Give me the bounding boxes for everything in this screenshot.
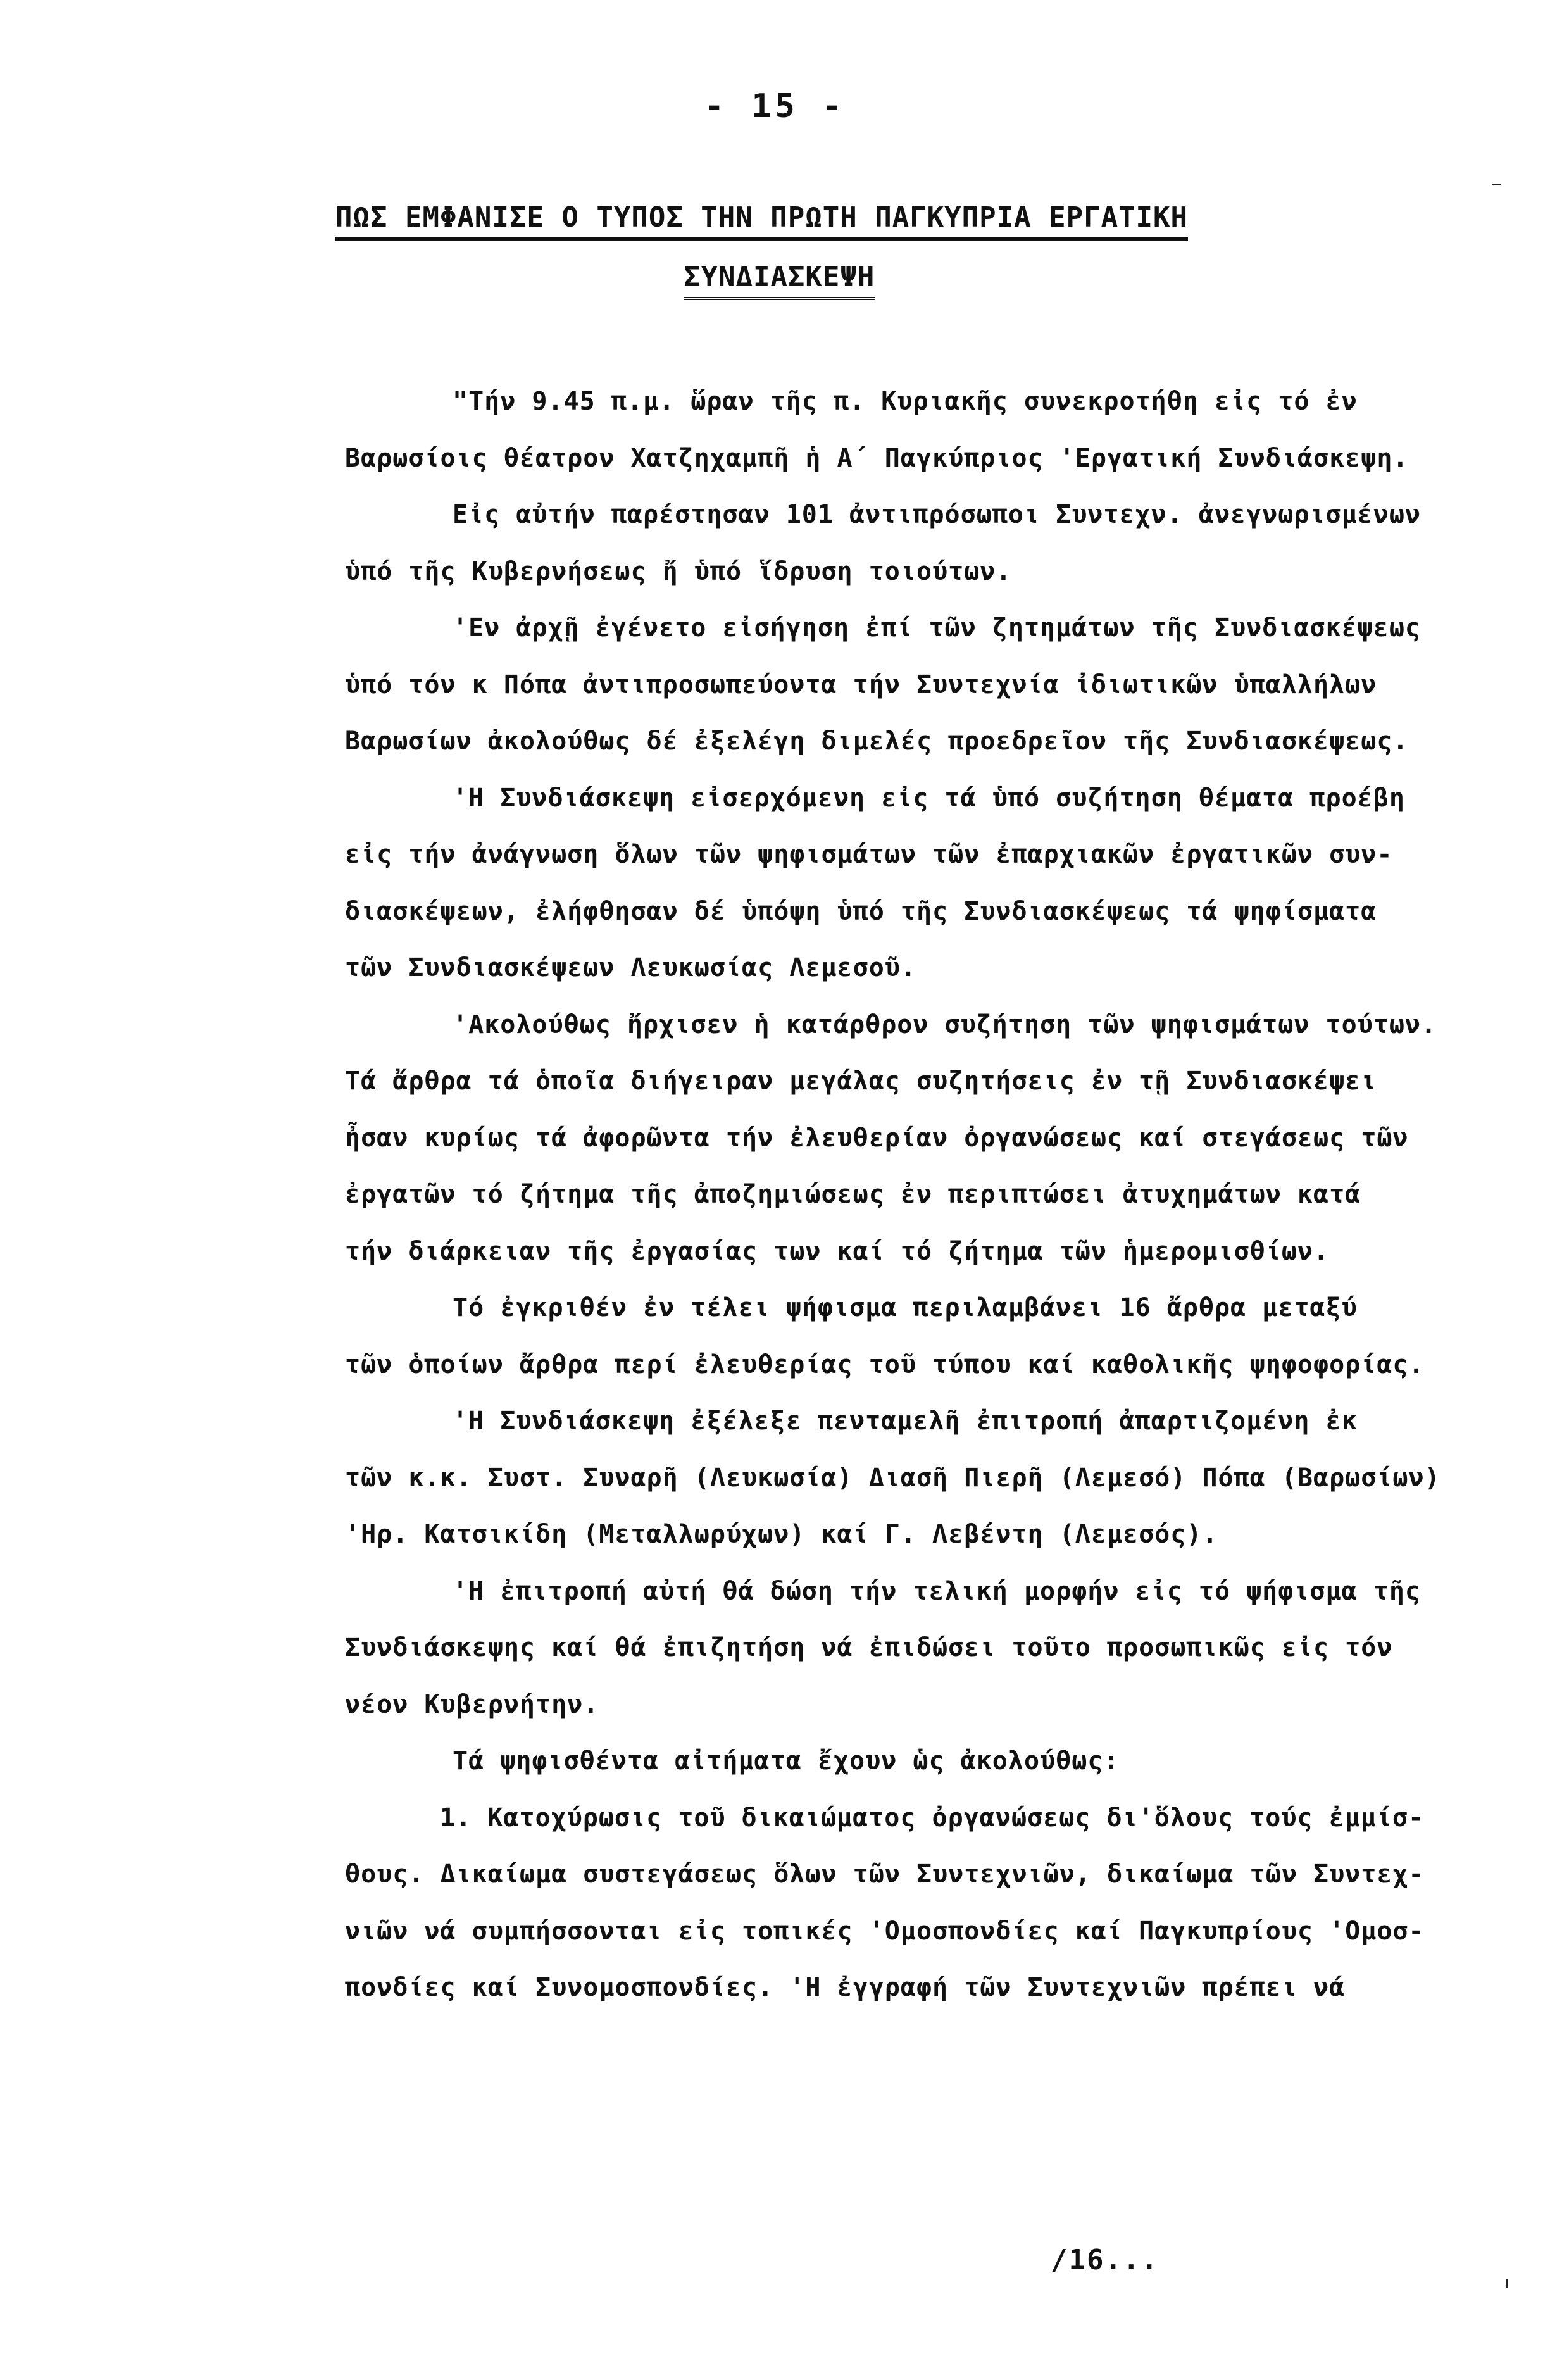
text-line: θους. Δικαίωμα συστεγάσεως ὅλων τῶν Συντεχνιῶν, δικαίωμα τῶν Συντεχ- [345,1860,1425,1889]
margin-mark [1506,2279,1508,2288]
text-line: 'Η ἐπιτροπή αὐτή θά δώση τήν τελική μορφήν εἰς τό ψήφισμα τῆς [453,1576,1422,1606]
text-line: 'Η Συνδιάσκεψη ἐξέλεξε πενταμελῆ ἐπιτροπή ἀπαρτιζομένη ἐκ [453,1406,1358,1436]
text-line: Βαρωσίων ἀκολούθως δέ ἐξελέγη διμελές προεδρεῖον τῆς Συνδιασκέψεως. [345,727,1409,756]
section-heading-text-2: ΣΥΝΔΙΑΣΚΕΨΗ [684,261,875,300]
page-number: - 15 - [704,87,846,125]
text-line: Εἰς αὐτήν παρέστησαν 101 ἀντιπρόσωποι Συντεχν. ἀνεγνωρισμένων [453,500,1422,529]
text-line: πονδίες καί Συνομοσπονδίες. 'Η ἐγγραφή τῶν Συντεχνιῶν πρέπει νά [345,1973,1346,2002]
text-line: τῶν κ.κ. Συστ. Συναρῆ (Λευκωσία) Διασῆ Πιερῆ (Λεμεσό) Πόπα (Βαρωσίων) [345,1463,1441,1493]
text-line: "Τήν 9.45 π.μ. ὥραν τῆς π. Κυριακῆς συνεκροτήθη εἰς τό ἐν [453,387,1358,416]
body-text [345,373,1503,2017]
text-line: Τά ἄρθρα τά ὁποῖα διήγειραν μεγάλας συζητήσεις ἐν τῇ Συνδιασκέψει [345,1067,1377,1096]
text-line: Τά ψηφισθέντα αἰτήματα ἔχουν ὡς ἀκολούθως: [453,1746,1120,1776]
text-line: ἐργατῶν τό ζήτημα τῆς ἀποζημιώσεως ἐν περιπτώσει ἀτυχημάτων κατά [345,1180,1361,1209]
text-line: 1. Κατοχύρωσις τοῦ δικαιώματος ὀργανώσεως δι'ὅλους τούς ἐμμίσ- [440,1803,1425,1832]
text-line: τῶν Συνδιασκέψεων Λευκωσίας Λεμεσοῦ. [345,953,916,982]
text-line: διασκέψεων, ἐλήφθησαν δέ ὑπόψη ὑπό τῆς Συνδιασκέψεως τά ψηφίσματα [345,896,1377,926]
text-line: ὑπό τόν κ Πόπα ἀντιπροσωπεύοντα τήν Συντεχνία ἰδιωτικῶν ὑπαλλήλων [345,670,1377,699]
text-line: Συνδιάσκεψης καί θά ἐπιζητήση νά ἐπιδώσει τοῦτο προσωπικῶς εἰς τόν [345,1633,1393,1662]
section-heading-line-2 [684,261,875,300]
text-line: εἰς τήν ἀνάγνωση ὅλων τῶν ψηφισμάτων τῶν ἐπαρχιακῶν ἐργατικῶν συν- [345,840,1393,869]
text-line: 'Ακολούθως ἤρχισεν ἡ κατάρθρον συζήτηση τῶν ψηφισμάτων τούτων. [453,1010,1437,1039]
section-heading-text-1: ΠΩΣ ΕΜΦΑΝΙΣΕ Ο ΤΥΠΟΣ ΤΗΝ ΠΡΩΤΗ ΠΑΓΚΥΠΡΙΑ ΕΡΓΑΤΙΚΗ [335,201,1188,241]
section-heading-line-1 [335,201,1253,241]
continuation-marker: /16... [1051,2244,1159,2276]
text-line: 'Εν ἀρχῇ ἐγένετο εἰσήγηση ἐπί τῶν ζητημάτων τῆς Συνδιασκέψεως [453,613,1422,642]
text-line: 'Ηρ. Κατσικίδη (Μεταλλωρύχων) καί Γ. Λεβέντη (Λεμεσός). [345,1520,1218,1549]
text-line: νιῶν νά συμπήσσονται εἰς τοπικές 'Ομοσπονδίες καί Παγκυπρίους 'Ομοσ- [345,1916,1425,1946]
text-line: ἦσαν κυρίως τά ἀφορῶντα τήν ἐλευθερίαν ὀργανώσεως καί στεγάσεως τῶν [345,1123,1409,1153]
text-line: τήν διάρκειαν τῆς ἐργασίας των καί τό ζήτημα τῶν ἡμερομισθίων. [345,1236,1330,1266]
text-line: Τό ἐγκριθέν ἐν τέλει ψήφισμα περιλαμβάνει 16 ἄρθρα μεταξύ [453,1293,1358,1322]
text-line: νέον Κυβερνήτην. [345,1689,599,1719]
margin-mark [1492,184,1501,185]
text-line: 'Η Συνδιάσκεψη εἰσερχόμενη εἰς τά ὑπό συζήτηση θέματα προέβη [453,783,1405,813]
text-line: Βαρωσίοις θέατρον Χατζηχαμπῆ ἡ Α΄ Παγκύπριος 'Εργατική Συνδιάσκεψη. [345,443,1409,473]
text-line: τῶν ὁποίων ἄρθρα περί ἐλευθερίας τοῦ τύπου καί καθολικῆς ψηφοφορίας. [345,1350,1425,1379]
text-line: ὑπό τῆς Κυβερνήσεως ἤ ὑπό ἵδρυση τοιούτων. [345,556,1012,586]
